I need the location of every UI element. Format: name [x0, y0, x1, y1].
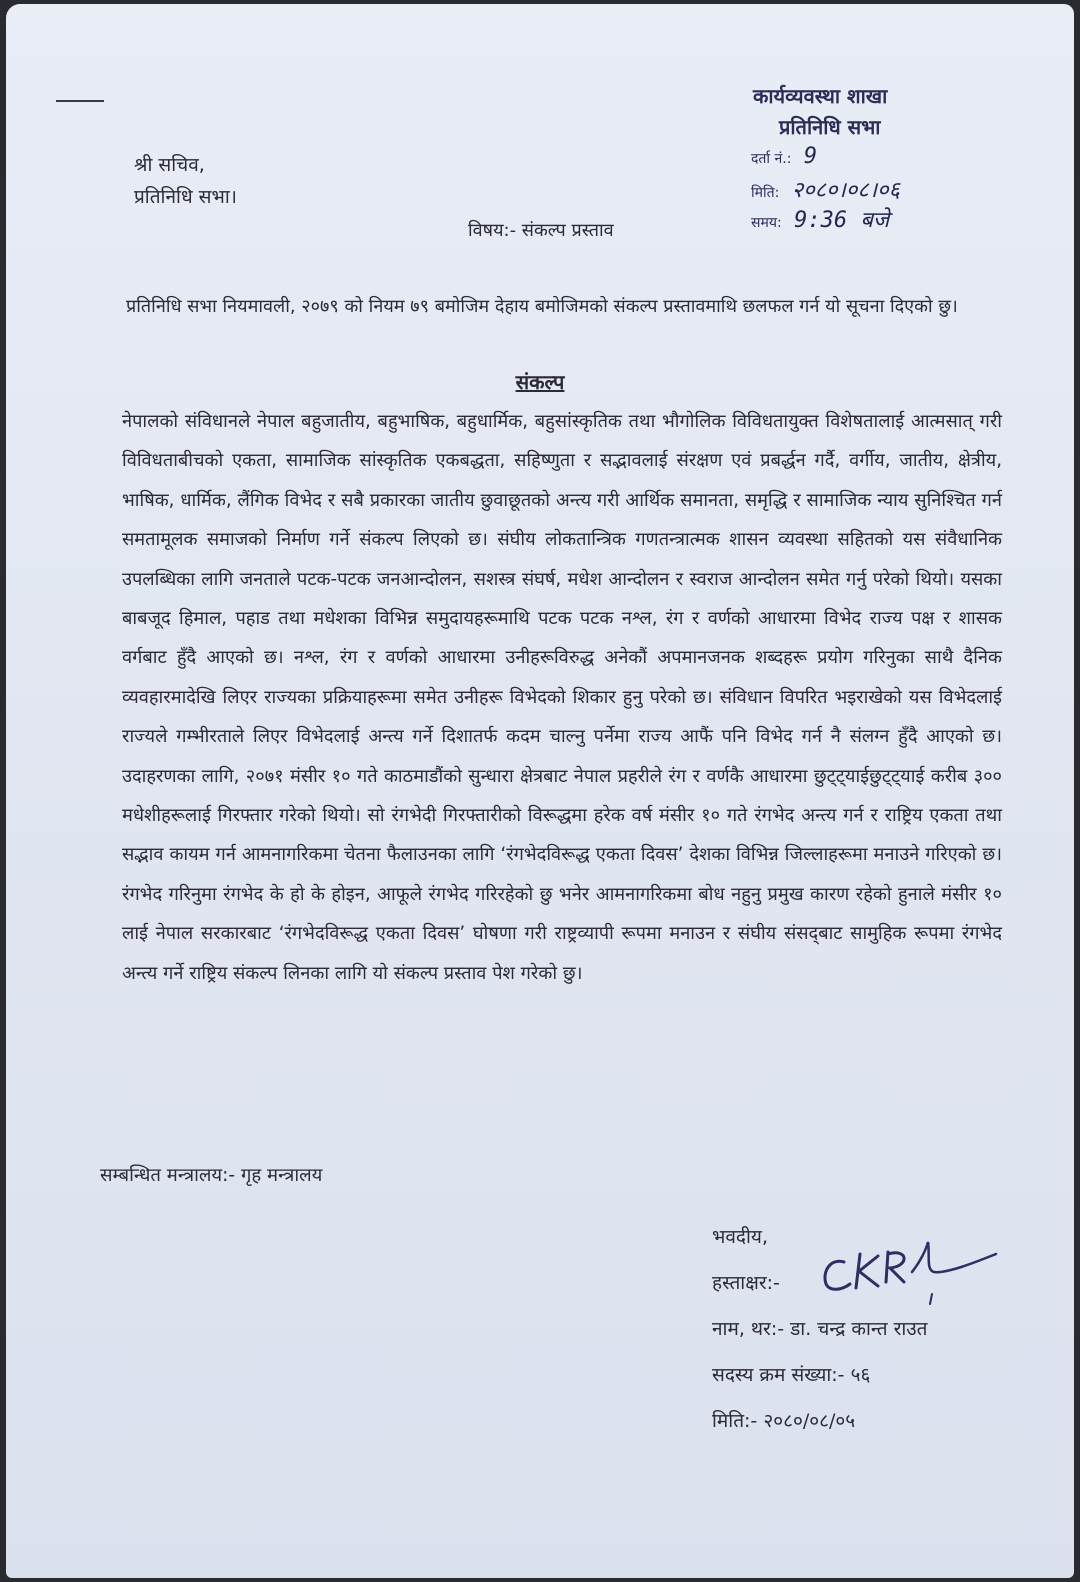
member-number-line: सदस्य क्रम संख्या:- ५६ — [712, 1364, 871, 1386]
salutation: भवदीय, — [712, 1226, 768, 1248]
handwritten-signature — [816, 1232, 1006, 1312]
date-line: मिति:- २०८०/०८/०५ — [712, 1410, 856, 1432]
stamp-reg-label: दर्ता नं.: — [751, 151, 792, 167]
stamp-body: प्रतिनिधि सभा — [779, 115, 881, 139]
intro-paragraph: प्रतिनिधि सभा नियमावली, २०७९ को नियम ७९ बमोजिम देहाय बमोजिमको संकल्प प्रस्तावमाथि छलफल गर्न यो सूचना दिएको छु। — [126, 296, 958, 317]
margin-dash — [56, 100, 104, 102]
stamp-reg-value: 9 — [803, 144, 818, 169]
stamp-time-label: समय: — [751, 215, 782, 231]
addressee-line-1: श्री सचिव, — [134, 154, 205, 176]
resolution-heading-text: संकल्प — [515, 370, 565, 394]
stamp-date-value: २०८०।०८।०६ — [791, 178, 900, 203]
subject-line: विषय:- संकल्प प्रस्ताव — [468, 220, 614, 241]
name-line: नाम, थर:- डा. चन्द्र कान्त राउत — [712, 1318, 928, 1340]
stamp-date-label: मिति: — [751, 185, 780, 201]
resolution-heading — [6, 368, 1074, 395]
signature-label: हस्ताक्षर:- — [712, 1272, 780, 1294]
registration-stamp — [751, 82, 991, 233]
stamp-registration-row — [751, 144, 991, 170]
resolution-body: नेपालको संविधानले नेपाल बहुजातीय, बहुभाषिक, बहुधार्मिक, बहुसांस्कृतिक तथा भौगोलिक विविधतायुक्त विशेषतालाई आत्मसात् गरी विविधताबीचको एकता, सामाजिक सांस्कृतिक एकबद्धता, सहिष्णुता र सद्भावलाई संरक्षण एवं प्रबर्द्धन गर्दै, वर्गीय, जातीय, क्षेत्रीय, भाषिक, धार्मिक, लैंगिक विभेद र सबै प्रकारका जातीय छुवाछूतको अन्त्य गरी आर्थिक समानता, समृद्धि र सामाजिक न्याय सुनिश्चित गर्न समतामूलक समाजको निर्माण गर्ने संकल्प लिएको छ। संघीय लोकतान्त्रिक गणतन्त्रात्मक शासन व्यवस्था सहितको यस संवैधानिक उपलब्धिका लागि जनताले पटक-पटक जनआन्दोलन, सशस्त्र संघर्ष, मधेश आन्दोलन र स्वराज आन्दोलन समेत गर्नु परेको थियो। यसका बाबजूद हिमाल, पहाड तथा मधेशका विभिन्न समुदायहरूमाथि पटक पटक नश्ल, रंग र वर्णको आधारमा विभेद राज्य पक्ष र शासक वर्गबाट हुँदै आएको छ। नश्ल, रंग र वर्णको आधारमा उनीहरूविरुद्ध अनेकौं अपमानजनक शब्दहरू प्रयोग गरिनुका साथै दैनिक व्यवहारमादेखि लिएर राज्यका प्रक्रियाहरूमा समेत उनीहरू विभेदको शिकार हुनु परेको छ। संविधान विपरित भइराखेको यस विभेदलाई राज्यले गम्भीरताले लिएर विभेदलाई अन्त्य गर्ने दिशातर्फ कदम चाल्नु पर्नेमा राज्य आफैं पनि विभेद गर्न नै संलग्न हुँदै आएको छ। उदाहरणका लागि, २०७१ मंसीर १० गते काठमाडौंको सुन्धारा क्षेत्रबाट नेपाल प्रहरीले रंग र वर्णकै आधारमा छुट्ट्याईछुट्ट्याई करीब ३०० मधेशीहरूलाई गिरफ्तार गरेको थियो। सो रंगभेदी गिरफ्तारीको विरूद्धमा हरेक वर्ष मंसीर १० गते रंगभेद अन्त्य गर्न र राष्ट्रिय एकता तथा सद्भाव कायम गर्न आमनागरिकमा चेतना फैलाउनका लागि ‘रंगभेदविरूद्ध एकता दिवस’ देशका विभिन्न जिल्लाहरूमा मनाउने गरिएको छ। रंगभेद गरिनुमा रंगभेद के हो के होइन, आफूले रंगभेद गरिरहेको छु भनेर आमनागरिकमा बोध नहुनु प्रमुख कारण रहेको हुनाले मंसीर १० लाई नेपाल सरकारबाट ‘रंगभेदविरूद्ध एकता दिवस’ घोषणा गरी राष्ट्रव्यापी रूपमा मनाउन र संघीय संसद्‌बाट सामुहिक रूपमा रंगभेद अन्त्य गर्ने राष्ट्रिय संकल्प लिनका लागि यो संकल्प प्रस्ताव पेश गरेको छु। — [122, 411, 1002, 984]
related-ministry: सम्बन्धित मन्त्रालय:- गृह मन्त्रालय — [100, 1165, 323, 1186]
stamp-date-row — [751, 174, 991, 203]
document-page — [6, 4, 1074, 1578]
stamp-time-row — [751, 204, 991, 233]
stamp-office: कार्यव्यवस्था शाखा — [753, 84, 888, 108]
addressee-block — [134, 149, 237, 213]
addressee-line-2: प्रतिनिधि सभा। — [134, 186, 237, 208]
stamp-time-value: 9:36 बजे — [794, 208, 890, 233]
